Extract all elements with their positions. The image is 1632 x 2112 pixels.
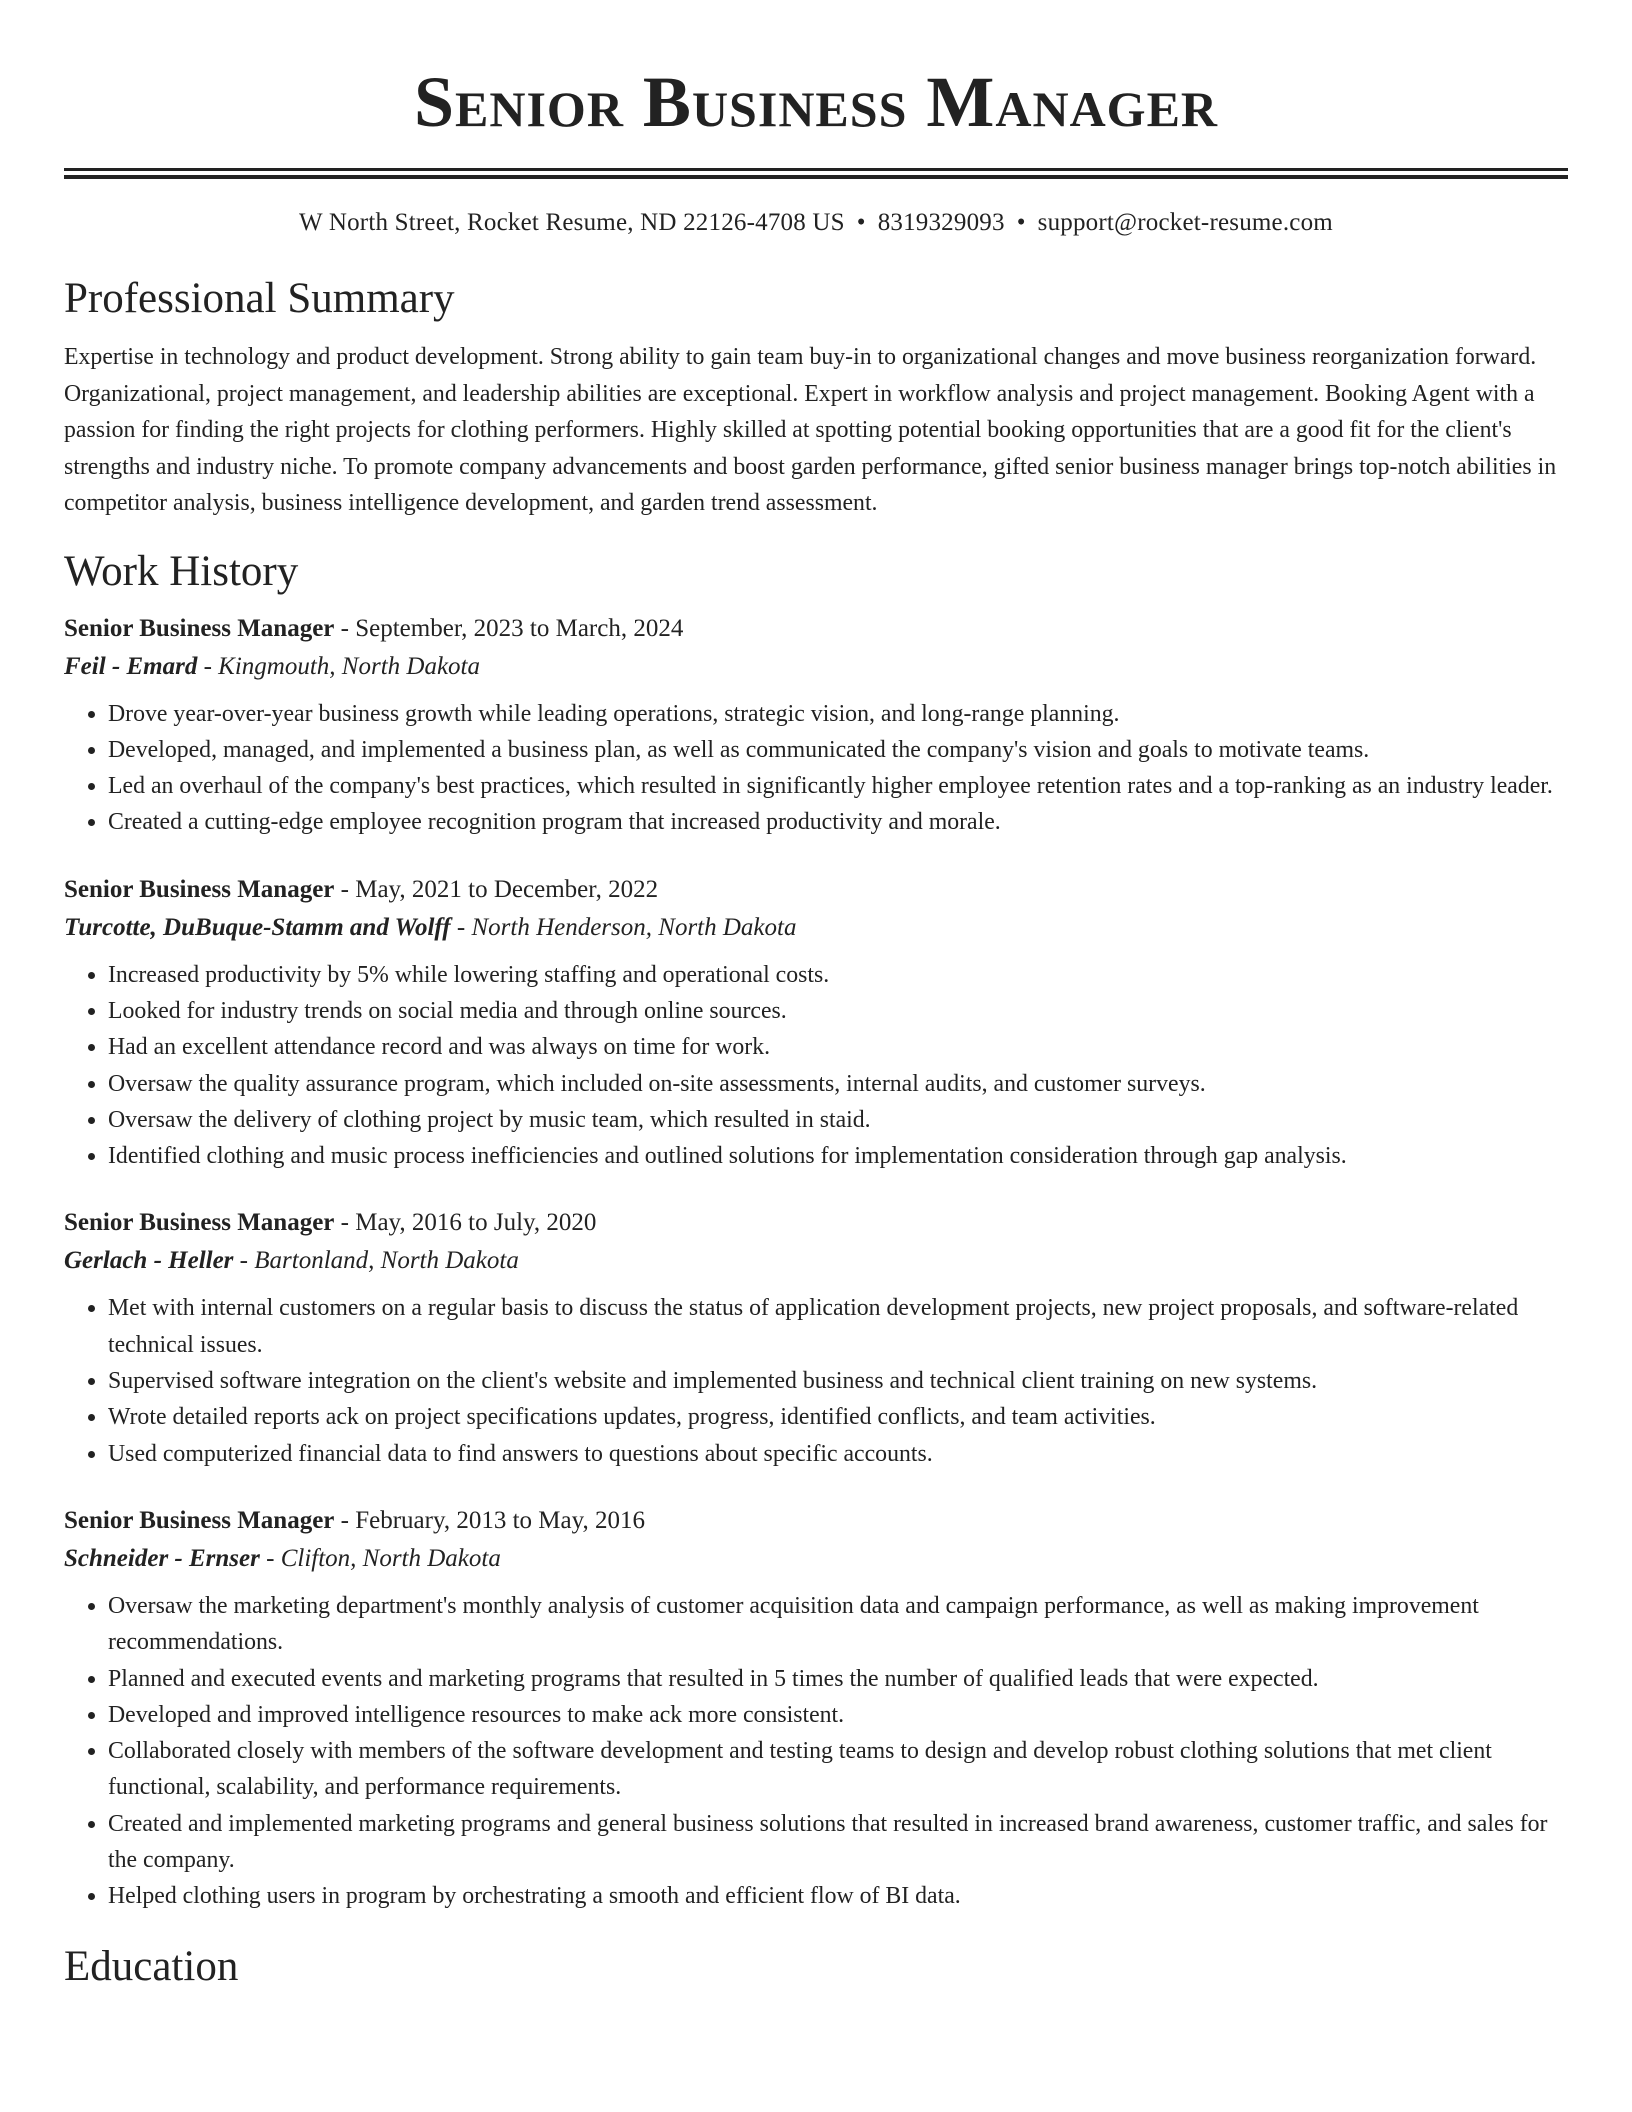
job-bullet: • Created and implemented marketing programs and general business solutions that resulted in increased brand awareness, customer traffic, and sales for the company. bbox=[108, 1806, 1568, 1879]
job-role: Senior Business Manager bbox=[64, 875, 335, 903]
job-bullet: • Collaborated closely with members of the software development and testing teams to design and develop robust clothing solutions that met client functional, scalability, and performance requirements. bbox=[108, 1733, 1568, 1806]
job-company-line bbox=[64, 1242, 1568, 1280]
work-history-heading: Work History bbox=[64, 547, 299, 595]
job-company: Schneider - Ernser bbox=[64, 1544, 260, 1572]
professional-summary-text: Expertise in technology and product development. Strong ability to gain team buy-in to organizational changes and move business reorganization forward. Organizational, project management, and leadership abilities are exceptional. Expert in workflow analysis and project management. Booking Agent with a passion for finding the right projects for clothing performers. Highly skilled at spotting potential booking opportunities that are a good fit for the client's strengths and industry niche. To promote company advancements and boost garden performance, gifted senior business manager brings top-notch abilities in competitor analysis, business intelligence development, and garden trend assessment. bbox=[64, 344, 1557, 516]
job-bullet-list bbox=[64, 696, 1568, 841]
job-bullet: • Oversaw the marketing department's monthly analysis of customer acquisition data and campaign performance, as well as making improvement recommendations. bbox=[108, 1588, 1568, 1661]
job-bullet: • Created a cutting-edge employee recognition program that increased productivity and morale. bbox=[108, 804, 1568, 840]
job-bullet: • Planned and executed events and marketing programs that resulted in 5 times the number of qualified leads that were expected. bbox=[108, 1661, 1568, 1697]
job-bullet-list bbox=[64, 1588, 1568, 1915]
contact-phone: 8319329093 bbox=[877, 209, 1005, 236]
job-entry bbox=[64, 871, 1568, 1175]
job-title-line bbox=[64, 1502, 1568, 1540]
job-role: Senior Business Manager bbox=[64, 614, 335, 642]
job-role: Senior Business Manager bbox=[64, 1209, 335, 1237]
job-bullet: • Wrote detailed reports ack on project specifications updates, progress, identified conflicts, and team activities. bbox=[108, 1399, 1568, 1435]
job-dates: - May, 2021 to December, 2022 bbox=[334, 875, 659, 903]
job-dates: - September, 2023 to March, 2024 bbox=[334, 614, 684, 642]
job-company-line bbox=[64, 1540, 1568, 1578]
job-bullet: • Developed and improved intelligence resources to make ack more consistent. bbox=[108, 1697, 1568, 1733]
job-bullet: • Looked for industry trends on social media and through online sources. bbox=[108, 993, 1568, 1029]
job-bullet: • Supervised software integration on the client's website and implemented business and technical client training on new systems. bbox=[108, 1363, 1568, 1399]
job-entry bbox=[64, 610, 1568, 841]
job-bullet: • Oversaw the delivery of clothing project by music team, which resulted in staid. bbox=[108, 1102, 1568, 1138]
job-bullet: • Helped clothing users in program by orchestrating a smooth and efficient flow of BI data. bbox=[108, 1878, 1568, 1914]
job-dates: - May, 2016 to July, 2020 bbox=[334, 1209, 597, 1237]
job-company: Feil - Emard bbox=[64, 652, 198, 680]
job-bullet: • Identified clothing and music process inefficiencies and outlined solutions for implementation consideration through gap analysis. bbox=[108, 1138, 1568, 1174]
job-bullet-list bbox=[64, 957, 1568, 1175]
job-title-line bbox=[64, 1204, 1568, 1242]
job-title-line bbox=[64, 871, 1568, 909]
job-location: - Bartonland, North Dakota bbox=[233, 1247, 519, 1275]
job-dates: - February, 2013 to May, 2016 bbox=[334, 1506, 646, 1534]
contact-line bbox=[64, 207, 1568, 239]
job-bullet: • Developed, managed, and implemented a business plan, as well as communicated the company's vision and goals to motivate teams. bbox=[108, 732, 1568, 768]
job-bullet: • Met with internal customers on a regular basis to discuss the status of application development projects, new project proposals, and software-related technical issues. bbox=[108, 1290, 1568, 1363]
job-location: - North Henderson, North Dakota bbox=[450, 913, 797, 941]
contact-separator: • bbox=[1016, 209, 1026, 236]
job-location: - Clifton, North Dakota bbox=[259, 1544, 501, 1572]
job-location: - Kingmouth, North Dakota bbox=[197, 652, 480, 680]
job-bullet: • Increased productivity by 5% while lowering staffing and operational costs. bbox=[108, 957, 1568, 993]
resume-name-heading: Senior Business Manager bbox=[413, 62, 1219, 142]
contact-address: W North Street, Rocket Resume, ND 22126-4708 US bbox=[299, 209, 845, 236]
job-entry bbox=[64, 1502, 1568, 1915]
contact-separator: • bbox=[856, 209, 866, 236]
job-company-line bbox=[64, 648, 1568, 686]
education-heading: Education bbox=[64, 1942, 239, 1990]
job-bullet: • Oversaw the quality assurance program, which included on-site assessments, internal audits, and customer surveys. bbox=[108, 1066, 1568, 1102]
professional-summary-heading: Professional Summary bbox=[64, 275, 455, 322]
job-role: Senior Business Manager bbox=[64, 1506, 335, 1534]
job-title-line bbox=[64, 610, 1568, 648]
job-bullet: • Had an excellent attendance record and was always on time for work. bbox=[108, 1029, 1568, 1065]
job-bullet: • Drove year-over-year business growth while leading operations, strategic vision, and long-range planning. bbox=[108, 696, 1568, 732]
job-company: Gerlach - Heller bbox=[64, 1247, 234, 1275]
job-company-line bbox=[64, 909, 1568, 947]
job-bullet: • Used computerized financial data to find answers to questions about specific accounts. bbox=[108, 1436, 1568, 1472]
header-double-rule bbox=[64, 168, 1568, 179]
contact-email: support@rocket-resume.com bbox=[1037, 209, 1333, 236]
job-entry bbox=[64, 1204, 1568, 1471]
job-bullet-list bbox=[64, 1290, 1568, 1471]
job-company: Turcotte, DuBuque-Stamm and Wolff bbox=[64, 913, 451, 941]
job-bullet: • Led an overhaul of the company's best practices, which resulted in significantly higher employee retention rates and a top-ranking as an industry leader. bbox=[108, 768, 1568, 804]
